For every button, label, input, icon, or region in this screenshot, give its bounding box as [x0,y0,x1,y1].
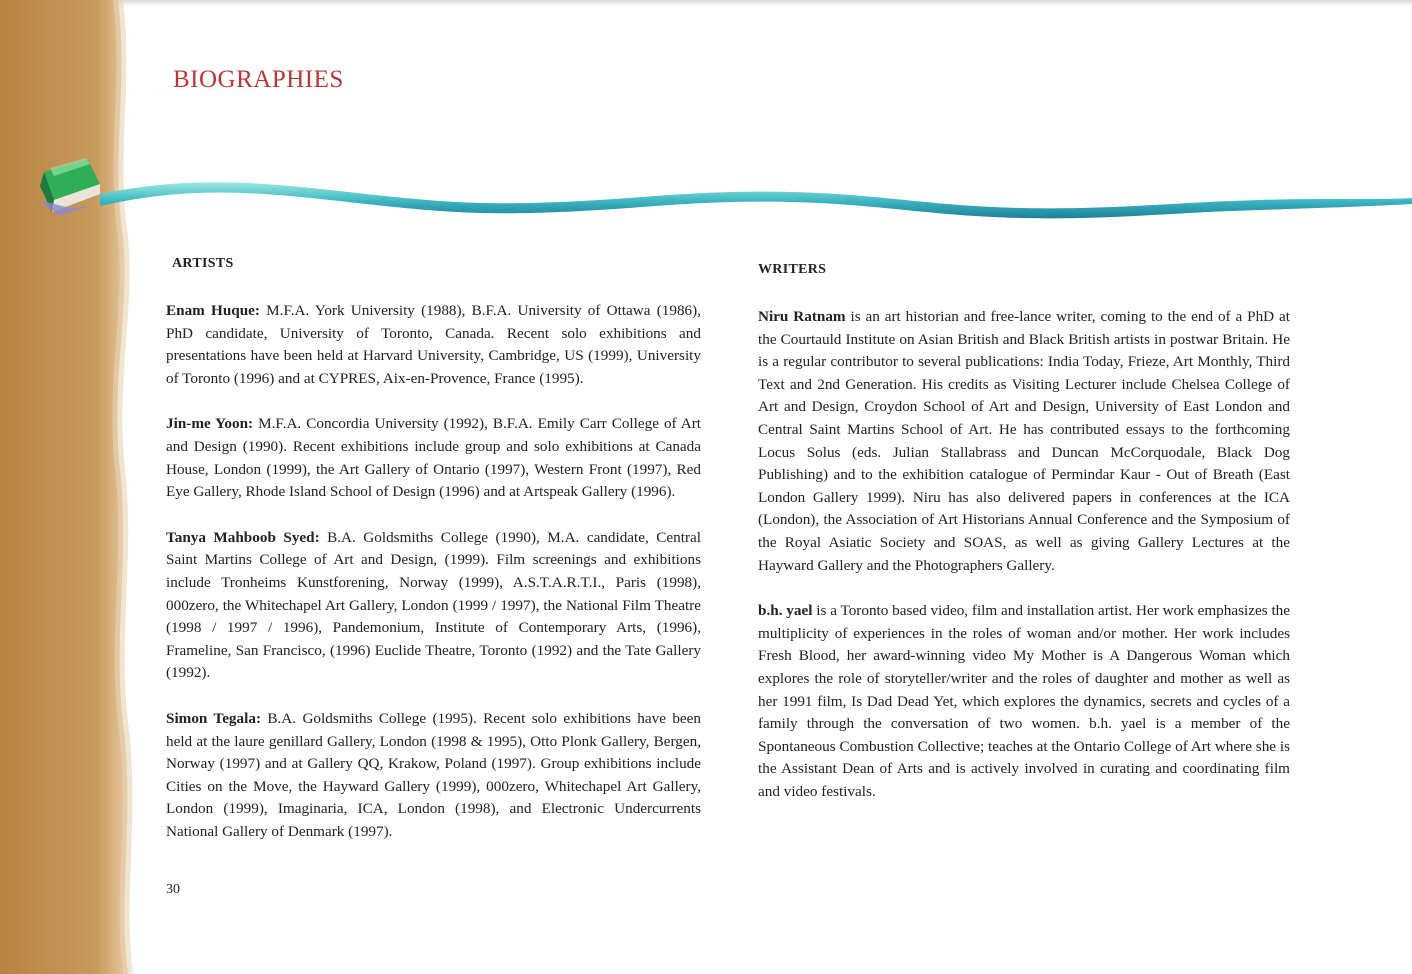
writer-bio-text: is a Toronto based video, film and installation artist. Her work emphasizes the multiplicity of experiences in the roles of woman and/or mother. Her work includes Fresh Blood, her award-winning video My Mother is A Dangerous Woman which explores the role of storyteller/writer and the roles of daughter and mother as well as her 1991 film, Is Dad Dead Yet, which explores the dynamics, secrets and cycles of a family through the conversation of two women. b.h. yael is a member of the Spontaneous Combustion Collective; teaches at the Ontario College of Art where she is the Assistant Dean of Arts and is actively involved in curating and coordinating film and video festivals. [758,602,1291,800]
artist-name: Jin-me Yoon: [166,415,254,433]
artist-bio [166,413,701,503]
wave-divider [0,150,1412,240]
page-top-edge [0,0,1412,6]
writer-name: Niru Ratnam [758,308,846,325]
page-title: BIOGRAPHIES [173,66,344,93]
page-number: 30 [166,882,180,897]
writer-bio [758,306,1290,577]
artist-name: Enam Huque: [166,302,260,319]
artist-bio [166,300,701,390]
writer-bio-text: is an art historian and free-lance writer, coming to the end of a PhD at the Courtauld Institute on Asian British and Black British artists in postwar Britain. He is a regular contributor to several publications: India Today, Frieze, Art Monthly, Third Text and 2nd Generation. His credits as Visiting Lecturer include Chelsea College of Art and Design, Croydon School of Art and Design, University of East London and Central Saint Martins School of Art. He has contributed essays to the forthcoming Locus Solus (eds. Julian Stallabrass and Duncan McCorquodale, Black Dog Publishing) and to the exhibition catalogue of Permindar Kaur - Out of Breath (East London Gallery 1999). Niru has also delivered papers in conferences at the ICA (London), the Association of Art Historians Annual Conference and the Symposium of the Royal Asiatic Society and SOAS, as well as giving Gallery Lectures at the Hayward Gallery and the Photographers Gallery. [758,308,1290,574]
artists-column [166,256,701,866]
artist-bio-text: M.F.A. York University (1988), B.F.A. University of Ottawa (1986), PhD candidate, University of Toronto, Canada. Recent solo exhibitions and presentations have been held at Harvard University, Cambridge, US (1999), University of Toronto (1996) and at CYPRES, Aix-en-Provence, France (1995). [166,302,701,387]
artist-name: Simon Tegala: [166,709,261,727]
artist-bio-text: B.A. Goldsmiths College (1995). Recent solo exhibitions have been held at the laure genillard Gallery, London (1998 & 1995), Otto Plonk Gallery, Bergen, Norway (1997) and at Gallery QQ, Krakow, Poland (1997). Group exhibitions include Cities on the Move, the Hayward Gallery (1999), 000zero, Whitechapel Art Gallery, London (1999), Imaginaria, ICA, London (1998), and Electronic Undercurrents National Gallery of Denmark (1997). [166,709,701,840]
artist-bio [166,708,701,844]
left-decorative-band [0,0,160,974]
writer-name: b.h. yael [758,602,813,620]
artist-name: Tanya Mahboob Syed: [166,528,320,546]
artists-heading: ARTISTS [172,256,234,271]
artist-bio [166,527,701,685]
writers-heading: WRITERS [758,262,827,277]
green-book-icon [30,150,120,230]
writers-column [758,262,1290,826]
writer-bio [758,600,1290,803]
artist-bio-text: B.A. Goldsmiths College (1990), M.A. candidate, Central Saint Martins College of Art and Design, (1999). Film screenings and exhibitions include Tronheims Kunstforening, Norway (1999), A.S.T.A.R.T.I., Paris (1998), 000zero, the Whitechapel Art Gallery, London (1999 / 1997), the National Film Theatre (1998 / 1997 / 1996), Pandemonium, Institute of Contemporary Arts, (1996), Frameline, San Francisco, (1996) Euclide Theatre, Toronto (1992) and the Tate Gallery (1992). [166,528,701,682]
artist-bio-text: M.F.A. Concordia University (1992), B.F.A. Emily Carr College of Art and Design (1990). Recent exhibitions include group and solo exhibitions at Canada House, London (1999), the Art Gallery of Ontario (1997), Western Front (1997), Red Eye Gallery, Rhode Island School of Design (1996) and at Artspeak Gallery (1996). [166,415,701,501]
